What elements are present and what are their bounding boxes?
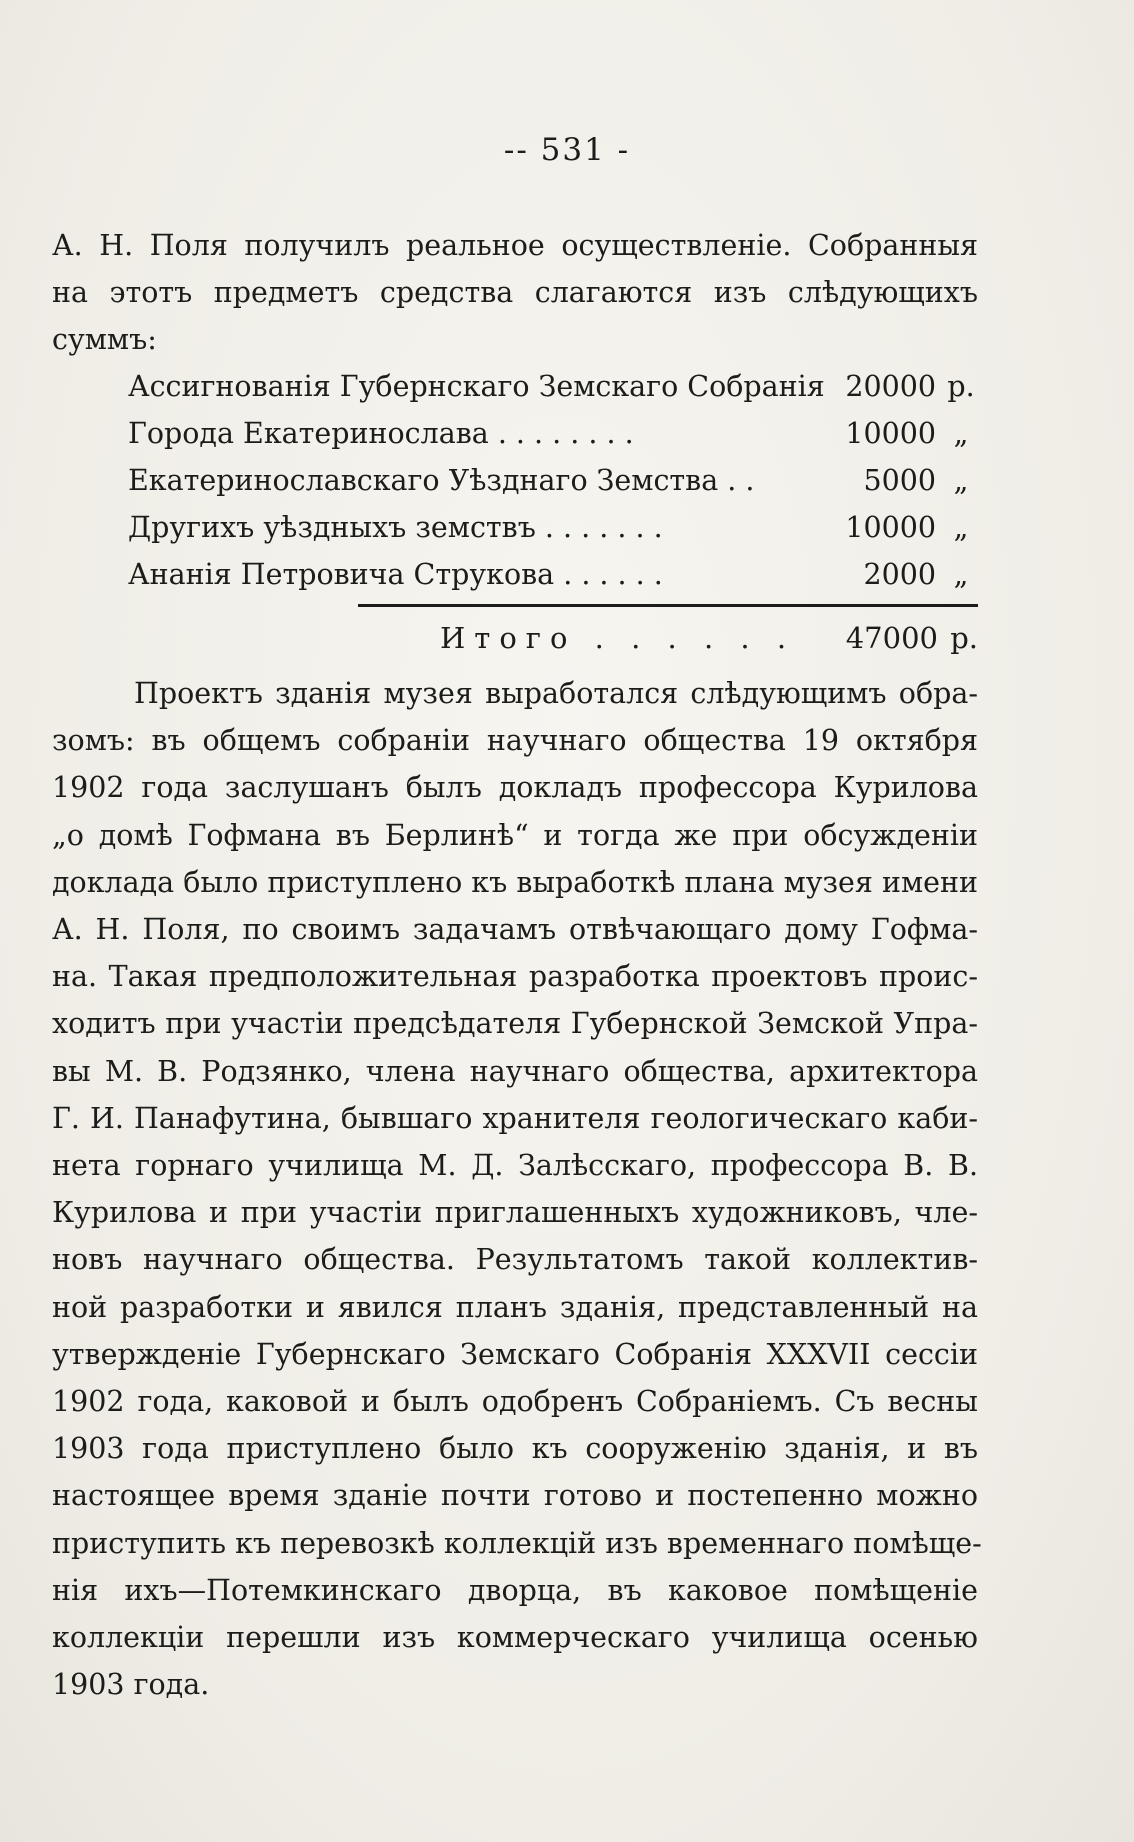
- funding-unit: „: [953, 464, 969, 497]
- page-number: -- 531 -: [503, 132, 631, 168]
- text-line: А. Н. Поля, по своимъ задачамъ отвѣчающаго дому Гофма-: [52, 913, 978, 947]
- text-line: настоящее время зданіе почти готово и постепенно можно: [52, 1479, 978, 1513]
- text-line: доклада было приступлено къ выработкѣ плана музея имени: [52, 865, 978, 899]
- funding-unit: р.: [947, 370, 975, 403]
- funding-source: Екатеринославскаго Уѣзднаго Земства . .: [128, 464, 755, 497]
- text-line: нета горнаго училища М. Д. Залѣсскаго, профессора В. В.: [52, 1149, 978, 1183]
- text-line: зомъ: въ общемъ собраніи научнаго общества 19 октября: [52, 724, 978, 758]
- funding-unit: „: [953, 417, 969, 450]
- funding-row: [128, 504, 978, 551]
- funding-row: [128, 457, 978, 504]
- funding-unit: „: [953, 558, 969, 591]
- funding-source: Города Екатеринослава . . . . . . . .: [128, 417, 634, 450]
- funding-unit: „: [953, 511, 969, 544]
- text-line: нія ихъ—Потемкинскаго дворца, въ каковое помѣщеніе: [52, 1573, 978, 1607]
- intro-paragraph: [52, 222, 978, 363]
- sum-divider-rule: [358, 604, 978, 607]
- text-line: Проектъ зданія музея выработался слѣдующимъ обра-: [134, 677, 978, 710]
- text-line: А. Н. Поля получилъ реальное осуществленіе. Собранныя: [52, 229, 978, 262]
- funding-source: Ананія Петровича Струкова . . . . . .: [128, 558, 663, 591]
- text-line: 1902 года заслушанъ былъ докладъ профессора Курилова: [52, 771, 978, 805]
- text-line: коллекціи перешли изъ коммерческаго училища осенью: [52, 1621, 978, 1655]
- funding-row: [128, 410, 978, 457]
- funding-row: [128, 551, 978, 598]
- funding-source: Ассигнованія Губернскаго Земскаго Собранія: [128, 370, 825, 403]
- text-line: на этотъ предметъ средства слагаются изъ слѣдующихъ: [52, 276, 978, 309]
- text-line: на. Такая предположительная разработка проектовъ проис-: [52, 960, 978, 994]
- text-line: новъ научнаго общества. Результатомъ такой коллектив-: [52, 1243, 978, 1277]
- text-line: 1903 года.: [52, 1668, 210, 1702]
- text-line: „о домѣ Гофмана въ Берлинѣ“ и тогда же при обсужденіи: [52, 818, 978, 852]
- text-line: суммъ:: [52, 323, 157, 356]
- funding-amount: 2000: [863, 558, 936, 591]
- text-line: ходитъ при участіи предсѣдателя Губернской Земской Упра-: [52, 1007, 978, 1041]
- funding-source: Другихъ уѣздныхъ земствъ . . . . . . .: [128, 511, 663, 544]
- total-amount: 47000: [845, 621, 938, 655]
- funding-table: [128, 363, 978, 598]
- text-line: ной разработки и явился планъ зданія, представленный на: [52, 1290, 978, 1324]
- funding-amount: 10000: [845, 417, 936, 450]
- text-line: приступить къ перевозкѣ коллекцій изъ временнаго помѣще-: [52, 1526, 982, 1560]
- funding-amount: 10000: [845, 511, 936, 544]
- funding-amount: 5000: [863, 464, 936, 497]
- funding-row: [128, 363, 978, 410]
- total-unit: р.: [950, 621, 978, 655]
- funding-total-row: [440, 612, 978, 664]
- museum-project-paragraph: [52, 670, 982, 1708]
- text-line: 1903 года приступлено было къ сооруженію зданія, и въ: [52, 1432, 978, 1466]
- text-line: утвержденіе Губернскаго Земскаго Собранія XXXVII сессіи: [52, 1337, 978, 1371]
- total-label: Итого . . . . . .: [440, 621, 796, 655]
- text-line: вы М. В. Родзянко, члена научнаго общества, архитектора: [52, 1054, 978, 1088]
- text-line: Курилова и при участіи приглашенныхъ художниковъ, чле-: [52, 1196, 978, 1230]
- funding-amount: 20000: [845, 370, 936, 403]
- text-line: 1902 года, каковой и былъ одобренъ Собраніемъ. Съ весны: [52, 1385, 978, 1419]
- text-line: Г. И. Панафутина, бывшаго хранителя геологическаго каби-: [52, 1101, 978, 1135]
